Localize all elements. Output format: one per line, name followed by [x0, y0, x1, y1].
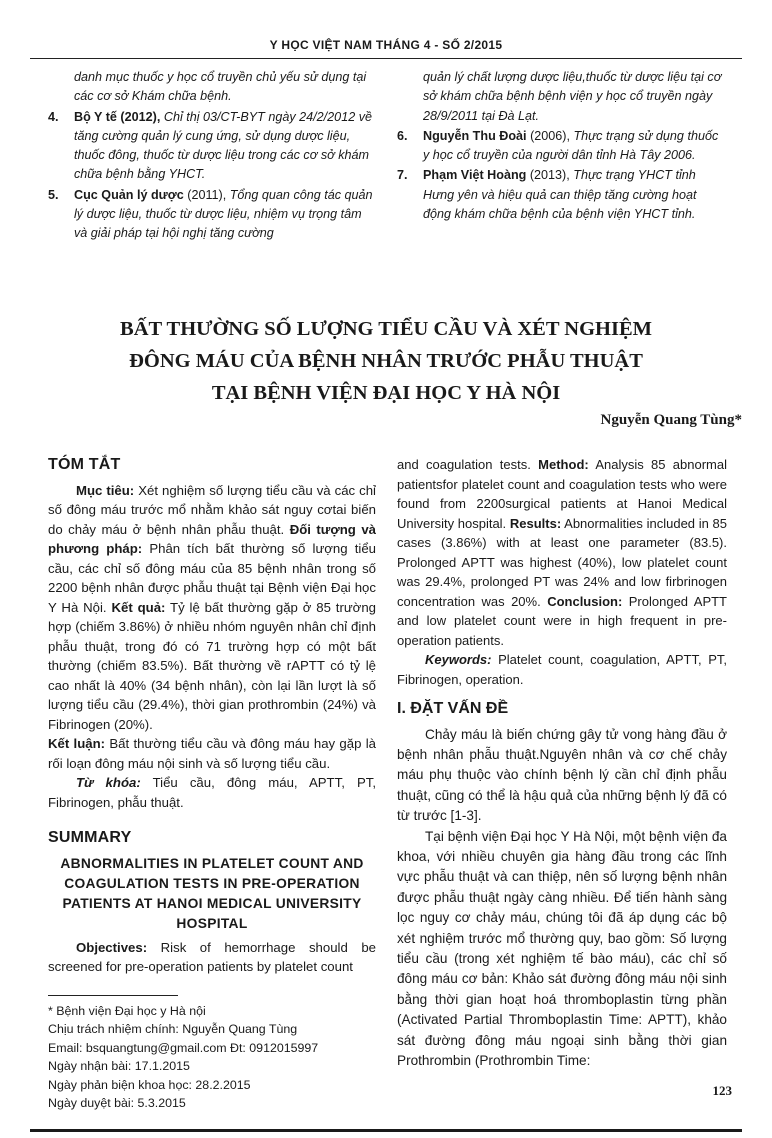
reference-text: Thực trạng sử dụng thuốc y học cổ truyền của người dân tỉnh Hà Tây 2006. [423, 128, 719, 163]
footnote-rule [48, 995, 178, 996]
abstract-body [48, 481, 376, 735]
reference-author: Nguyễn Thu Đoài [423, 128, 527, 143]
bottom-rule [30, 1129, 742, 1132]
reference-author: Cục Quản lý dược [74, 187, 184, 202]
footnote-line: Chịu trách nhiệm chính: Nguyễn Quang Tùng [48, 1022, 298, 1037]
footnote-line: Ngày nhận bài: 17.1.2015 [48, 1059, 190, 1074]
reference-number: 6. [397, 128, 408, 143]
footnote [48, 1002, 376, 1114]
footnote-line: * Bệnh viện Đại học y Hà nội [48, 1003, 206, 1018]
objectives-label: Objectives: [76, 939, 148, 955]
reference-number: 7. [397, 168, 408, 183]
results-label: Kết quả: [111, 599, 166, 615]
conclusion-label: Kết luận: [48, 736, 106, 751]
method-text: Analysis 85 abnormal patientsfor platelet count and coagulation tests who were found from 2200surgical patients at Hanoi Medical University hospital. [397, 457, 727, 531]
title-line: BẤT THƯỜNG SỐ LƯỢNG TIỂU CẦU VÀ XÉT NGHIỆM [120, 318, 652, 340]
reference-text: Tổng quan công tác quản lý dược liệu, thuốc từ dược liệu, nhiệm vụ trọng tâm và giải pháp tại hội nghị tăng cường [74, 187, 373, 241]
objective-text: Xét nghiệm số lượng tiểu cầu và các chỉ số đông máu trước mổ nhằm khảo sát nguy cơtai biến do chảy máu ở bệnh nhân phẫu thuật. [48, 482, 376, 537]
summary-title: ABNORMALITIES IN PLATELET COUNT AND COAGULATION TESTS IN PRE-OPERATION PATIENTS AT HANOI MEDICAL UNIVERSITY HOSPITAL [60, 855, 364, 931]
footnote-line: Ngày duyệt bài: 5.3.2015 [48, 1096, 186, 1111]
results-text: Tỷ lệ bất thường gặp ở 85 trường hợp (chiếm 3.86%) ở nhiều nhóm nguyên nhân chỉ định phẫu thuật, trong đó có 71 trường hợp có một bất thường (chiếm 83.5%). Bất thường về rAPTT có tỷ lệ cao nhất là 40% (34 bệnh nhân), còn lại lần lượt là số lượng tiểu cầu (29.4%), thời gian prothrombin (24%) và Fibrinogen (20%). [48, 599, 376, 732]
page-number: 123 [712, 1083, 732, 1098]
references-right [397, 68, 727, 225]
reference-text: danh mục thuốc y học cổ truyền chủ yếu sử dụng tại các cơ sở Khám chữa bệnh. [74, 70, 367, 104]
abstract-keywords [48, 773, 376, 812]
reference-item [48, 186, 376, 244]
objectives-text: Risk of hemorrhage should be screened for pre-operation patients by platelet count [48, 939, 376, 974]
summary-objectives [48, 938, 376, 977]
objective-label: Mục tiêu: [76, 482, 135, 498]
reference-item [48, 108, 376, 185]
right-column [397, 455, 727, 1071]
reference-number: 4. [48, 109, 59, 124]
abstract-heading: TÓM TẮT [48, 456, 121, 473]
keywords-label-en: Keywords: [425, 652, 492, 667]
summary-body [397, 455, 727, 650]
reference-year: (2006), [530, 128, 570, 143]
reference-item [48, 68, 376, 107]
reference-item [397, 127, 727, 166]
reference-number: 5. [48, 187, 59, 202]
section-heading: I. ĐẶT VẤN ĐỀ [397, 700, 509, 717]
running-header: Y HỌC VIỆT NAM THÁNG 4 - SỐ 2/2015 [269, 38, 503, 52]
keywords-text: Tiểu cầu, đông máu, APTT, PT, Fibrinogen, phẫu thuật. [48, 775, 376, 810]
article-title [60, 313, 712, 409]
reference-author: Bộ Y tế (2012), [74, 109, 161, 124]
intro-paragraph-1: Chảy máu là biến chứng gây tử vong hàng đầu ở bệnh nhân phẫu thuật.Nguyên nhân và cơ chế chảy máu phụ thuộc vào chính bệnh lý cần chỉ định phẫu thuật, cũng có thể là hậu quả của những bệnh lý đã có từ trước [1-3]. [397, 726, 727, 824]
results-label-en: Results: [509, 515, 562, 531]
references-left [48, 68, 376, 245]
summary-heading: SUMMARY [48, 829, 132, 846]
left-column [48, 455, 376, 1113]
reference-year: (2011), [187, 187, 227, 202]
objectives-continued: and coagulation tests. [397, 457, 531, 472]
conclusion-text-en: Prolonged APTT and low platelet count were in high frequent in pre-operation patients. [397, 593, 727, 648]
method-label: Method: [538, 457, 589, 472]
methods-label: Đối tượng và phương pháp: [48, 521, 376, 556]
reference-text: quản lý chất lượng dược liệu,thuốc từ dược liệu tại cơ sở khám chữa bệnh bệnh viện y học cổ truyền ngày 28/9/2011 tại Đà Lạt. [423, 70, 722, 123]
reference-text: Chỉ thị 03/CT-BYT ngày 24/2/2012 về tăng cường quản lý cung ứng, sử dụng dược liệu, thuốc đông, thuốc từ dược liệu trong các cơ sở khám chữa bệnh bằng YHCT. [74, 109, 372, 182]
reference-item [397, 166, 727, 224]
reference-item [397, 68, 727, 126]
reference-year: (2013), [529, 168, 570, 183]
abstract-conclusion [48, 734, 376, 773]
footnote-line: Email: bsquangtung@gmail.com Đt: 0912015997 [48, 1040, 319, 1055]
intro-paragraph-2: Tại bệnh viện Đại học Y Hà Nội, một bệnh viện đa khoa, với nhiều chuyên gia hàng đầu trong các lĩnh vực phẫu thuật và can thiệp, nên số lượng bệnh nhân được phẫu thuật ngày càng nhiều. Để tiến hành sàng lọc nguy cơ chảy máu, chúng tôi đã áp dụng các bộ xét nghiệm trước mổ thường quy, bao gồm: Số lượng tiểu cầu (trong xét nghiệm tế bào máu), các chỉ số đông máu cơ bản: Khảo sát đường đông máu nội sinh bằng thời gian hoạt hoá thromboplastin từng phần (Activated Partial Thromboplastin Time: APTT), khảo sát đường đông máu ngoại sinh bằng thời gian Prothrombin (Prothrombin Time: [397, 828, 727, 1068]
keywords-text-en: Platelet count, coagulation, APTT, PT, Fibrinogen, operation. [397, 652, 727, 687]
methods-text: Phân tích bất thường số lượng tiểu cầu, các chỉ số đông máu của 85 bệnh nhân trong số 2200 bệnh nhân được phẫu thuật tại Bệnh viện Đại học Y Hà Nội. [48, 541, 377, 615]
header-rule [30, 58, 742, 59]
results-text-en: Abnormalities included in 85 cases (3.86%) with at least one parameter (83.5). Prolonged APTT was highest (40%), low platelet count was 29.4%, prolonged PT was 24% and low firbrinogen concentration was 20%. [397, 515, 727, 609]
conclusion-label-en: Conclusion: [547, 593, 623, 609]
keywords-label: Từ khóa: [76, 775, 141, 790]
conclusion-text: Bất thường tiểu cầu và đông máu hay gặp là rối loạn đông máu nội sinh và số lượng tiểu cầu. [48, 736, 376, 771]
summary-keywords [397, 650, 727, 689]
reference-author: Phạm Việt Hoàng [423, 168, 527, 183]
reference-text: Thực trạng YHCT tỉnh Hưng yên và hiệu quả can thiệp tăng cường hoạt động khám chữa bệnh của bệnh viện YHCT tỉnh. [423, 168, 697, 222]
article-author: Nguyễn Quang Tùng* [600, 412, 742, 428]
title-line: ĐÔNG MÁU CỦA BỆNH NHÂN TRƯỚC PHẪU THUẬT [129, 350, 643, 372]
title-line: TẠI BỆNH VIỆN ĐẠI HỌC Y HÀ NỘI [211, 382, 561, 404]
footnote-line: Ngày phản biện khoa học: 28.2.2015 [48, 1077, 251, 1092]
